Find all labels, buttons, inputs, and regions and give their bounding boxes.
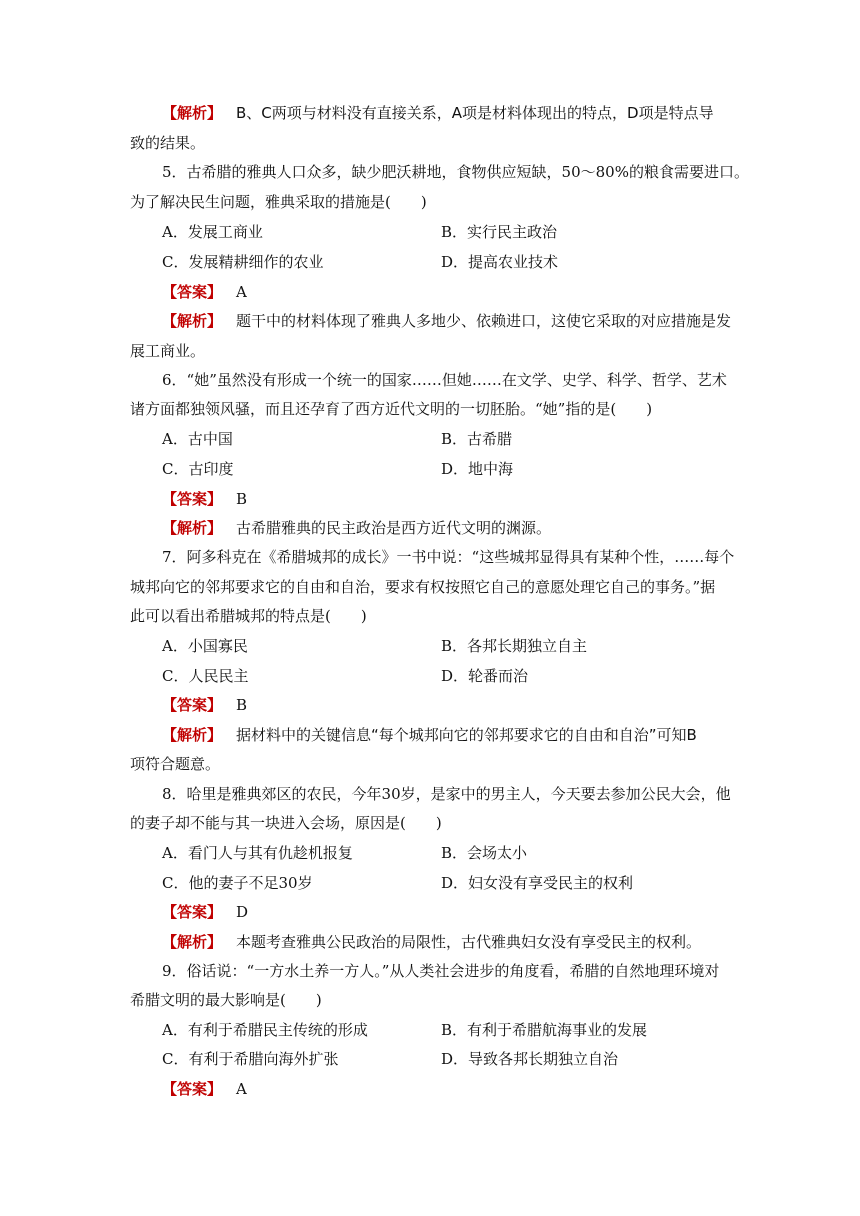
analysis-text: 题干中的材料体现了雅典人多地少、依赖进口，这使它采取的对应措施是发 bbox=[236, 312, 732, 330]
q5-stem: 5．古希腊的雅典人口众多，缺少肥沃耕地，食物供应短缺，50～80%的粮食需要进口。 bbox=[162, 163, 749, 181]
analysis-text: 项符合题意。 bbox=[130, 755, 221, 773]
answer-label: 【答案】 bbox=[162, 283, 223, 301]
answer-label: 【答案】 bbox=[162, 903, 223, 921]
answer-value: A bbox=[236, 1080, 247, 1098]
q7-answer bbox=[162, 695, 762, 715]
answer-label: 【答案】 bbox=[162, 1080, 223, 1098]
analysis-label: 【解析】 bbox=[162, 104, 223, 122]
q9-option-b: B．有利于希腊航海事业的发展 bbox=[441, 1021, 648, 1039]
q6-stem: 诸方面都独领风骚，而且还孕育了西方近代文明的一切胚胎。“她”指的是( ) bbox=[130, 400, 653, 418]
analysis-text: 展工商业。 bbox=[130, 342, 206, 360]
q6-option-a: A．古中国 bbox=[162, 430, 233, 448]
q5-answer bbox=[162, 282, 762, 302]
analysis-label: 【解析】 bbox=[162, 933, 223, 951]
q7-option-b: B．各邦长期独立自主 bbox=[441, 637, 588, 655]
q8-option-c: C．他的妻子不足30岁 bbox=[162, 874, 313, 892]
q9-answer bbox=[162, 1079, 762, 1099]
analysis-text: 据材料中的关键信息“每个城邦向它的邻邦要求它的自由和自治”可知B bbox=[236, 726, 697, 744]
q6-answer bbox=[162, 489, 762, 509]
q7-stem: 此可以看出希腊城邦的特点是( ) bbox=[130, 607, 367, 625]
q7-analysis bbox=[162, 725, 762, 745]
answer-label: 【答案】 bbox=[162, 490, 223, 508]
q8-analysis bbox=[162, 932, 762, 952]
q9-stem: 9．俗话说：“一方水土养一方人。”从人类社会进步的角度看，希腊的自然地理环境对 bbox=[162, 962, 720, 980]
q7-option-d: D．轮番而治 bbox=[441, 667, 529, 685]
answer-value: D bbox=[236, 903, 249, 921]
q5-option-c: C．发展精耕细作的农业 bbox=[162, 253, 324, 271]
q9-option-d: D．导致各邦长期独立自治 bbox=[441, 1050, 619, 1068]
q8-option-d: D．妇女没有享受民主的权利 bbox=[441, 874, 634, 892]
analysis-label: 【解析】 bbox=[162, 726, 223, 744]
q7-stem: 城邦向它的邻邦要求它的自由和自治，要求有权按照它自己的意愿处理它自己的事务。”据 bbox=[130, 578, 716, 596]
analysis-label: 【解析】 bbox=[162, 519, 223, 537]
q6-analysis bbox=[162, 518, 762, 538]
q5-analysis bbox=[162, 311, 762, 331]
q5-option-a: A．发展工商业 bbox=[162, 223, 263, 241]
analysis-text: 古希腊雅典的民主政治是西方近代文明的渊源。 bbox=[236, 519, 552, 537]
q8-stem: 的妻子却不能与其一块进入会场，原因是( ) bbox=[130, 814, 442, 832]
analysis-label: 【解析】 bbox=[162, 312, 223, 330]
analysis-text: 本题考查雅典公民政治的局限性，古代雅典妇女没有享受民主的权利。 bbox=[236, 933, 702, 951]
q5-option-b: B．实行民主政治 bbox=[441, 223, 558, 241]
q6-option-c: C．古印度 bbox=[162, 460, 234, 478]
q5-option-d: D．提高农业技术 bbox=[441, 253, 559, 271]
q6-option-b: B．古希腊 bbox=[441, 430, 513, 448]
q8-option-b: B．会场太小 bbox=[441, 844, 528, 862]
q4-analysis bbox=[162, 103, 762, 123]
answer-value: A bbox=[236, 283, 247, 301]
q5-stem: 为了解决民生问题，雅典采取的措施是( ) bbox=[130, 193, 427, 211]
q8-stem: 8．哈里是雅典郊区的农民，今年30岁，是家中的男主人，今天要去参加公民大会，他 bbox=[162, 785, 731, 803]
q8-answer bbox=[162, 902, 762, 922]
answer-value: B bbox=[236, 696, 248, 714]
q9-option-c: C．有利于希腊向海外扩张 bbox=[162, 1050, 339, 1068]
q7-option-a: A．小国寡民 bbox=[162, 637, 248, 655]
q6-stem: 6．“她”虽然没有形成一个统一的国家……但她……在文学、史学、科学、哲学、艺术 bbox=[162, 371, 727, 389]
q9-option-a: A．有利于希腊民主传统的形成 bbox=[162, 1021, 368, 1039]
q6-option-d: D．地中海 bbox=[441, 460, 514, 478]
q9-stem: 希腊文明的最大影响是( ) bbox=[130, 991, 322, 1009]
analysis-text: 致的结果。 bbox=[130, 134, 206, 152]
answer-label: 【答案】 bbox=[162, 696, 223, 714]
q7-option-c: C．人民民主 bbox=[162, 667, 249, 685]
answer-value: B bbox=[236, 490, 248, 508]
q8-option-a: A．看门人与其有仇趁机报复 bbox=[162, 844, 353, 862]
q7-stem: 7．阿多科克在《希腊城邦的成长》一书中说：“这些城邦显得具有某种个性，……每个 bbox=[162, 548, 735, 566]
analysis-text: B、C两项与材料没有直接关系，A项是材料体现出的特点，D项是特点导 bbox=[236, 104, 714, 122]
